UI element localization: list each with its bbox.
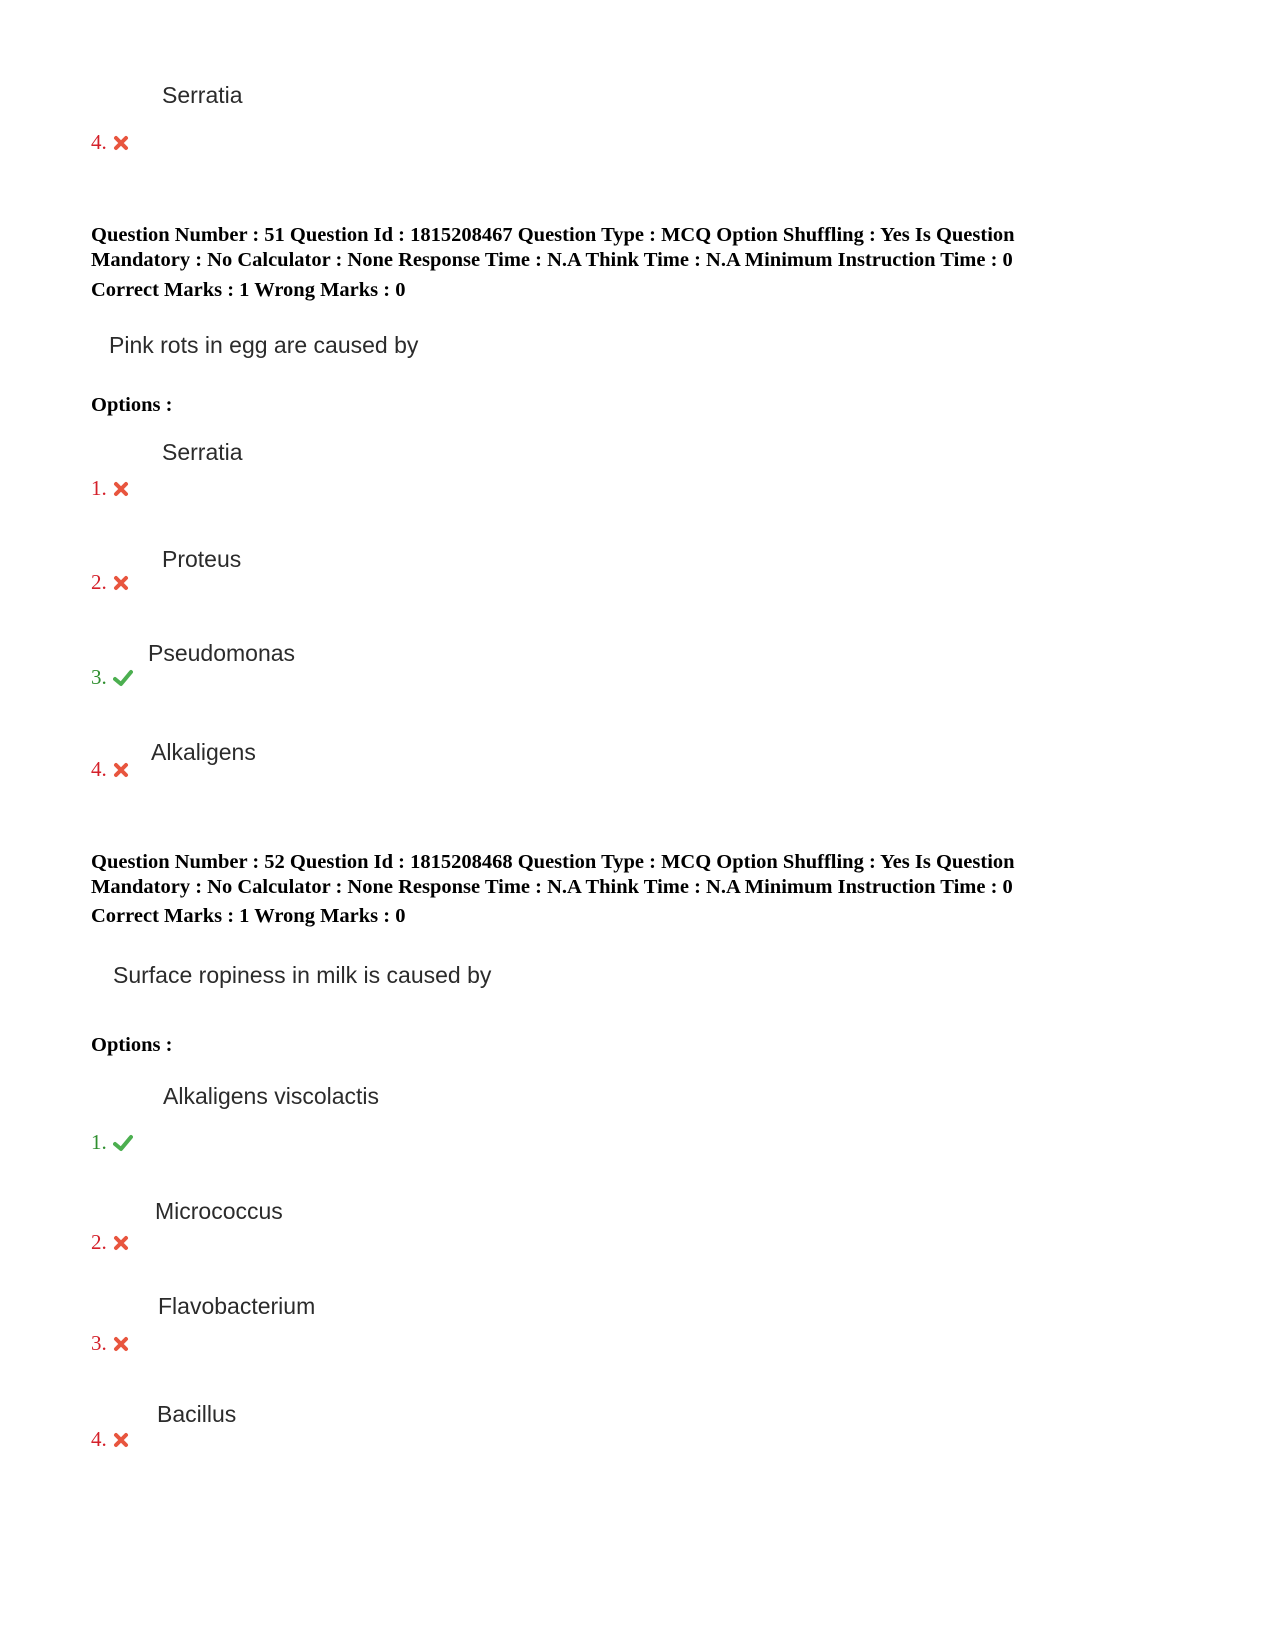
question-text: Pink rots in egg are caused by bbox=[109, 332, 419, 358]
option-number: 1. bbox=[91, 1130, 107, 1154]
question-meta-line: Question Number : 51 Question Id : 1815208467 Question Type : MCQ Option Shuffling : Yes Is Question bbox=[91, 224, 1015, 246]
cross-icon bbox=[113, 1336, 129, 1352]
question-meta bbox=[91, 223, 1181, 273]
option-text: Micrococcus bbox=[155, 1198, 283, 1224]
option-text: Proteus bbox=[162, 546, 242, 572]
option-number: 3. bbox=[91, 665, 107, 689]
option-text: Serratia bbox=[162, 82, 243, 108]
options-label: Options : bbox=[91, 394, 173, 416]
option-number: 4. bbox=[91, 757, 107, 781]
option-marker bbox=[91, 570, 129, 595]
option-number: 2. bbox=[91, 1230, 107, 1254]
question-meta-line: Mandatory : No Calculator : None Response Time : N.A Think Time : N.A Minimum Instruction Time : 0 bbox=[91, 876, 1013, 898]
option-marker bbox=[91, 130, 129, 155]
question-text: Surface ropiness in milk is caused by bbox=[113, 962, 492, 988]
option-number: 2. bbox=[91, 570, 107, 594]
option-number: 4. bbox=[91, 1427, 107, 1451]
cross-icon bbox=[113, 135, 129, 151]
check-icon bbox=[113, 1134, 133, 1152]
question-marks: Correct Marks : 1 Wrong Marks : 0 bbox=[91, 905, 406, 927]
option-marker bbox=[91, 1427, 129, 1452]
option-marker bbox=[91, 476, 129, 501]
question-meta-line: Mandatory : No Calculator : None Response Time : N.A Think Time : N.A Minimum Instruction Time : 0 bbox=[91, 249, 1013, 271]
option-marker bbox=[91, 1230, 129, 1255]
option-number: 1. bbox=[91, 476, 107, 500]
question-meta-line: Question Number : 52 Question Id : 1815208468 Question Type : MCQ Option Shuffling : Yes Is Question bbox=[91, 851, 1015, 873]
option-marker bbox=[91, 1130, 133, 1155]
option-text: Pseudomonas bbox=[148, 640, 296, 666]
options-label: Options : bbox=[91, 1034, 173, 1056]
option-text: Flavobacterium bbox=[158, 1293, 316, 1319]
check-icon bbox=[113, 669, 133, 687]
cross-icon bbox=[113, 575, 129, 591]
option-marker bbox=[91, 665, 133, 690]
option-number: 4. bbox=[91, 130, 107, 154]
question-marks: Correct Marks : 1 Wrong Marks : 0 bbox=[91, 279, 406, 301]
cross-icon bbox=[113, 1432, 129, 1448]
cross-icon bbox=[113, 762, 129, 778]
option-text: Alkaligens bbox=[151, 739, 256, 765]
cross-icon bbox=[113, 481, 129, 497]
option-marker bbox=[91, 757, 129, 782]
option-text: Serratia bbox=[162, 439, 243, 465]
option-marker bbox=[91, 1331, 129, 1356]
option-text: Bacillus bbox=[157, 1401, 237, 1427]
cross-icon bbox=[113, 1235, 129, 1251]
question-meta bbox=[91, 850, 1181, 900]
option-text: Alkaligens viscolactis bbox=[163, 1083, 380, 1109]
option-number: 3. bbox=[91, 1331, 107, 1355]
